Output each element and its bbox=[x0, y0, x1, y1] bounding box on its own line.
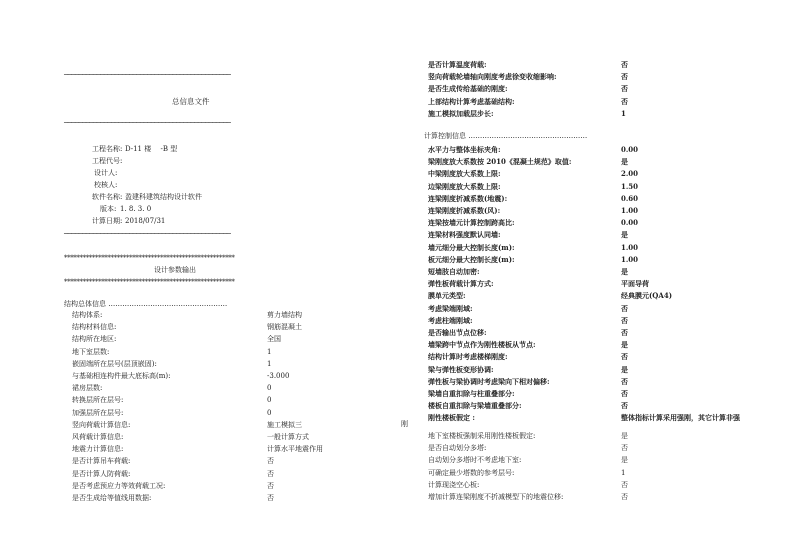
row-label: 是否自动划分多塔: bbox=[428, 444, 487, 453]
project-code-label: 工程代号: bbox=[92, 157, 123, 165]
row-value: 否 bbox=[621, 376, 628, 386]
row-label: 墙元细分最大控制长度(m): bbox=[428, 242, 515, 252]
row-value: 否 bbox=[267, 494, 274, 502]
row-value: 0.60 bbox=[621, 193, 639, 203]
row-label: 板元细分最大控制长度(m): bbox=[428, 254, 515, 264]
row-value: 1.00 bbox=[621, 242, 639, 252]
row-value: 否 bbox=[621, 84, 628, 94]
row-value: 1.50 bbox=[621, 181, 639, 191]
row-label: 弹性板荷载计算方式: bbox=[428, 279, 494, 289]
row-value: 否 bbox=[621, 389, 628, 398]
star-separator: ******************************************************* bbox=[64, 254, 235, 262]
row-value: 否 bbox=[621, 401, 628, 411]
row-label: 计算现浇空心板: bbox=[428, 480, 480, 489]
row-label: 弹性板与梁协调时考虑梁向下相对偏移: bbox=[428, 376, 550, 386]
row-label: 连梁刚度折减系数(风): bbox=[428, 206, 501, 215]
row-label: 刚性楼板假定 : bbox=[428, 413, 476, 423]
row-value: 是 bbox=[621, 340, 628, 350]
row-label: 连梁刚度折减系数(地震): bbox=[428, 193, 508, 203]
row-value: 是 bbox=[621, 432, 628, 440]
doc-title: 总信息文件 bbox=[172, 97, 210, 106]
row-label: 连梁材料强度默认同墙: bbox=[428, 230, 501, 240]
row-value: 否 bbox=[621, 303, 628, 313]
row-value: 0 bbox=[267, 384, 272, 393]
row-value: 否 bbox=[621, 493, 628, 501]
row-value: 一般计算方式 bbox=[267, 433, 309, 441]
row-label: 连梁按墙元计算控制跨高比: bbox=[428, 218, 515, 228]
star-separator: ******************************************************* bbox=[64, 278, 235, 286]
row-value: 0 bbox=[267, 408, 272, 417]
row-value: 1 bbox=[267, 347, 272, 356]
row-value: 1 bbox=[267, 359, 272, 368]
designer-label: 设计人: bbox=[94, 169, 118, 177]
row-label: 楼板自重扣除与梁墙重叠部分: bbox=[428, 401, 522, 411]
row-label: 地下室层数: bbox=[72, 347, 110, 356]
row-label: 考虑柱端刚域: bbox=[428, 315, 473, 325]
row-label: 墙梁跨中节点作为刚性楼板从节点: bbox=[428, 340, 536, 350]
version-value: 1. 8. 3. 0 bbox=[120, 205, 152, 213]
version-label: 版本: bbox=[100, 205, 117, 213]
row-label: 加强层所在层号: bbox=[72, 408, 124, 417]
row-label: 边梁刚度放大系数上限: bbox=[428, 181, 501, 191]
row-value: 1 bbox=[621, 468, 626, 477]
date-value: 2018/07/31 bbox=[125, 217, 166, 225]
row-label: 是否计算温度荷载: bbox=[428, 60, 487, 69]
row-label: 是否生成传给基础的刚度: bbox=[428, 84, 508, 94]
row-label: 地下室楼板强制采用刚性楼板假定: bbox=[428, 432, 536, 440]
dash-separator: ────────────────────────────────────────────── bbox=[64, 230, 231, 238]
row-label: 考虑梁端刚域: bbox=[428, 303, 473, 313]
stray-char: 刚 bbox=[401, 420, 408, 428]
params-title: 设计参数输出 bbox=[154, 266, 196, 274]
row-label: 嵌固端所在层号(层顶嵌固): bbox=[72, 359, 157, 368]
row-value: 1.00 bbox=[621, 254, 639, 264]
row-value: 钢筋混凝土 bbox=[267, 323, 302, 332]
row-value: 否 bbox=[621, 480, 628, 489]
row-label: 梁刚度放大系数按 2010《混凝土规范》取值: bbox=[428, 157, 572, 167]
row-label: 是否输出节点位移: bbox=[428, 328, 487, 337]
row-label: 结构计算时考虑楼梯刚度: bbox=[428, 352, 508, 362]
row-label: 结构所在地区: bbox=[72, 335, 117, 344]
dash-separator: ────────────────────────────────────────────── bbox=[64, 119, 231, 127]
project-name-value: D-11 楼 -B 型 bbox=[125, 145, 178, 153]
software-value: 盈建科建筑结构设计软件 bbox=[125, 193, 202, 201]
row-label: 可确定最少塔数的参考层号: bbox=[428, 468, 515, 477]
row-value: 否 bbox=[621, 444, 628, 453]
row-label: 竖向荷载计算信息: bbox=[72, 420, 131, 429]
row-value: 计算水平地震作用 bbox=[267, 445, 323, 454]
row-value: 否 bbox=[621, 328, 628, 337]
row-label: 结构材料信息: bbox=[72, 323, 117, 332]
row-value: 0 bbox=[267, 396, 272, 405]
row-label: 结构体系: bbox=[72, 311, 103, 319]
row-label: 梁与弹性板变形协调: bbox=[428, 364, 494, 374]
row-value: 否 bbox=[621, 72, 628, 82]
checker-label: 校核人: bbox=[94, 181, 118, 189]
row-value: 0.00 bbox=[621, 145, 639, 154]
row-label: 裙房层数: bbox=[72, 384, 103, 393]
row-label: 竖向荷载轮墙轴向刚度考虑徐变收缩影响: bbox=[428, 72, 557, 82]
row-label: 地震力计算信息: bbox=[72, 445, 124, 454]
row-value: 全国 bbox=[267, 335, 281, 344]
row-label: 是否计算人防荷载: bbox=[72, 469, 131, 478]
row-value: 1.00 bbox=[621, 206, 639, 215]
section-title-structure: 结构总体信息 …………………………………………… bbox=[64, 300, 228, 308]
row-label: 水平力与整体坐标夹角: bbox=[428, 145, 501, 154]
row-value: 0.00 bbox=[621, 218, 639, 228]
row-value: 否 bbox=[621, 60, 628, 69]
row-label: 是否考虑预应力等效荷载工况: bbox=[72, 481, 166, 490]
row-label: 施工模拟加载层步长: bbox=[428, 108, 494, 118]
row-value: 整体指标计算采用强刚，其它计算非强 bbox=[621, 413, 740, 423]
row-label: 是否生成给等值线用数据: bbox=[72, 494, 152, 502]
row-label: 梁墙自重扣除与柱重叠部分: bbox=[428, 389, 515, 398]
row-label: 与基础相连构件最大底标高(m): bbox=[72, 372, 171, 380]
row-value: 否 bbox=[621, 315, 628, 325]
row-label: 短墙肢自动加密: bbox=[428, 267, 480, 276]
row-label: 上部结构计算考虑基础结构: bbox=[428, 96, 515, 106]
date-label: 计算日期: bbox=[92, 217, 123, 225]
row-value: 1 bbox=[621, 108, 626, 118]
section-title-control: 计算控制信息 …………………………………………… bbox=[424, 132, 588, 140]
project-name-label: 工程名称: bbox=[92, 145, 123, 153]
row-value: 否 bbox=[267, 469, 274, 478]
row-value: 是 bbox=[621, 267, 628, 276]
row-value: 是 bbox=[621, 230, 628, 240]
row-label: 转换层所在层号: bbox=[72, 396, 124, 405]
row-value: 否 bbox=[267, 457, 274, 466]
row-label: 膜单元类型: bbox=[428, 291, 466, 301]
row-value: 施工模拟三 bbox=[267, 420, 302, 429]
dash-separator: ────────────────────────────────────────────── bbox=[64, 71, 231, 79]
row-value: 是 bbox=[621, 364, 628, 374]
row-value: 平面导荷 bbox=[621, 279, 649, 289]
row-label: 增加计算连梁刚度不折减模型下的地震位移: bbox=[428, 493, 564, 501]
row-value: 2.00 bbox=[621, 169, 639, 179]
row-label: 自动划分多塔时不考虑地下室: bbox=[428, 456, 522, 465]
row-label: 中梁刚度放大系数上限: bbox=[428, 169, 501, 179]
row-label: 风荷载计算信息: bbox=[72, 433, 124, 441]
software-label: 软件名称: bbox=[92, 193, 123, 201]
row-value: 是 bbox=[621, 157, 628, 167]
row-value: 剪力墙结构 bbox=[267, 311, 302, 319]
row-value: -3.000 bbox=[267, 372, 290, 380]
row-label: 是否计算吊车荷载: bbox=[72, 457, 131, 466]
row-value: 否 bbox=[621, 96, 628, 106]
row-value: 经典膜元(QA4) bbox=[621, 291, 673, 301]
row-value: 是 bbox=[621, 456, 628, 465]
row-value: 否 bbox=[621, 352, 628, 362]
row-value: 否 bbox=[267, 481, 274, 490]
